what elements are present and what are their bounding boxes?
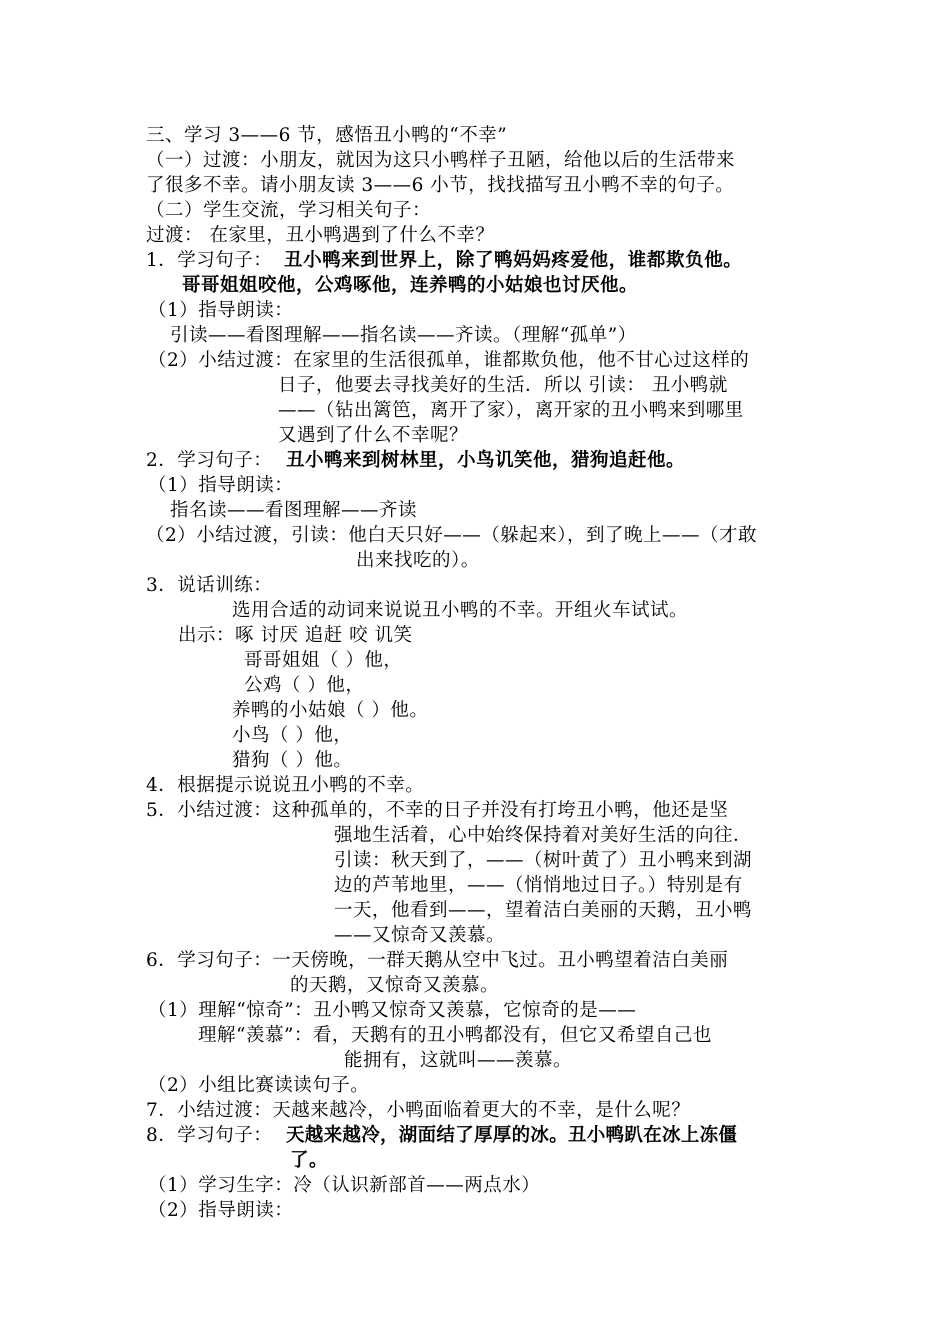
text-line: 过渡： 在家里，丑小鸭遇到了什么不幸？	[146, 225, 495, 246]
text-line: 的天鹅，又惊奇又羡慕。	[290, 975, 500, 996]
text-line: （2）小结过渡，引读：他白天只好——（躲起来），到了晚上——（才敢	[146, 525, 758, 546]
fill-in-blank: 公鸡（ ）他，	[244, 675, 365, 696]
text-line: 出示：啄 讨厌 追赶 咬 讥笑	[178, 625, 413, 646]
text-line: 引读——看图理解——指名读——齐读。（理解“孤单”）	[170, 325, 637, 346]
text-line: 指名读——看图理解——齐读	[170, 500, 418, 521]
text-line: 了很多不幸。请小朋友读 3——6 小节，找找描写丑小鸭不幸的句子。	[146, 175, 735, 196]
section-heading: 三、学习 3——6 节，感悟丑小鸭的“不幸”	[146, 125, 508, 146]
text-line: 5．小结过渡：这种孤单的，不幸的日子并没有打垮丑小鸭，他还是坚	[146, 800, 729, 821]
study-sentence: 丑小鸭来到世界上，除了鸭妈妈疼爱他，谁都欺负他。	[284, 250, 743, 271]
text-line: （2）小结过渡：在家里的生活很孤单，谁都欺负他，他不甘心过这样的	[148, 350, 750, 371]
study-sentence: 了。	[290, 1150, 329, 1171]
study-sentence: 丑小鸭来到树林里，小鸟讥笑他，猎狗追赶他。	[286, 450, 686, 471]
study-sentence: 哥哥姐姐咬他，公鸡啄他，连养鸭的小姑娘也讨厌他。	[182, 275, 639, 296]
text-line: 引读：秋天到了，——（树叶黄了）丑小鸭来到湖	[334, 850, 753, 871]
text-line: （1）学习生字：冷（认识新部首——两点水）	[148, 1175, 541, 1196]
item-label: 1．学习句子：	[146, 250, 273, 271]
item-label: 2．学习句子：	[146, 450, 273, 471]
text-line: 能拥有，这就叫——羡慕。	[344, 1050, 573, 1071]
text-line: 出来找吃的）。	[356, 550, 480, 571]
item-label: 3．说话训练：	[146, 575, 273, 596]
text-line: ——又惊奇又羡慕。	[334, 925, 506, 946]
study-sentence: 天越来越冷，湖面结了厚厚的冰。丑小鸭趴在冰上冻僵	[286, 1125, 738, 1146]
text-line: （1）理解“惊奇”：丑小鸭又惊奇又羡慕，它惊奇的是——	[148, 1000, 637, 1021]
text-line: 6．学习句子：一天傍晚，一群天鹅从空中飞过。丑小鸭望着洁白美丽	[146, 950, 729, 971]
item-label: 7．小结过渡：天越来越冷，小鸭面临着更大的不幸，是什么呢？	[146, 1100, 691, 1121]
text-line: 边的芦苇地里，——（悄悄地过日子。）特别是有	[334, 875, 743, 896]
text-line: （2）小组比赛读读句子。	[148, 1075, 370, 1096]
fill-in-blank: 小鸟（ ）他，	[232, 725, 353, 746]
fill-in-blank: 猎狗（ ）他。	[232, 750, 353, 771]
text-line: 强地生活着，心中始终保持着对美好生活的向往．	[334, 825, 753, 846]
item-label: 4．根据提示说说丑小鸭的不幸。	[146, 775, 425, 796]
fill-in-blank: 哥哥姐姐（ ）他，	[244, 650, 403, 671]
text-line: 日子，他要去寻找美好的生活．所以 引读： 丑小鸭就	[278, 375, 728, 396]
fill-in-blank: 养鸭的小姑娘（ ）他。	[232, 700, 429, 721]
text-line: ——（钻出篱笆，离开了家），离开家的丑小鸭来到哪里	[278, 400, 744, 421]
text-line: （二）学生交流，学习相关句子：	[146, 200, 432, 221]
text-line: （1）指导朗读：	[148, 475, 294, 496]
text-line: 一天，他看到——，望着洁白美丽的天鹅，丑小鸭	[334, 900, 753, 921]
text-line: （1）指导朗读：	[148, 300, 294, 321]
text-line: 又遇到了什么不幸呢？	[278, 425, 469, 446]
text-line: （一）过渡：小朋友，就因为这只小鸭样子丑陋，给他以后的生活带来	[146, 150, 736, 171]
text-line: 理解“羡慕”：看，天鹅有的丑小鸭都没有，但它又希望自己也	[198, 1025, 712, 1046]
text-line: 选用合适的动词来说说丑小鸭的不幸。开组火车试试。	[232, 600, 689, 621]
text-line: （2）指导朗读：	[148, 1200, 294, 1221]
item-label: 8．学习句子：	[146, 1125, 273, 1146]
